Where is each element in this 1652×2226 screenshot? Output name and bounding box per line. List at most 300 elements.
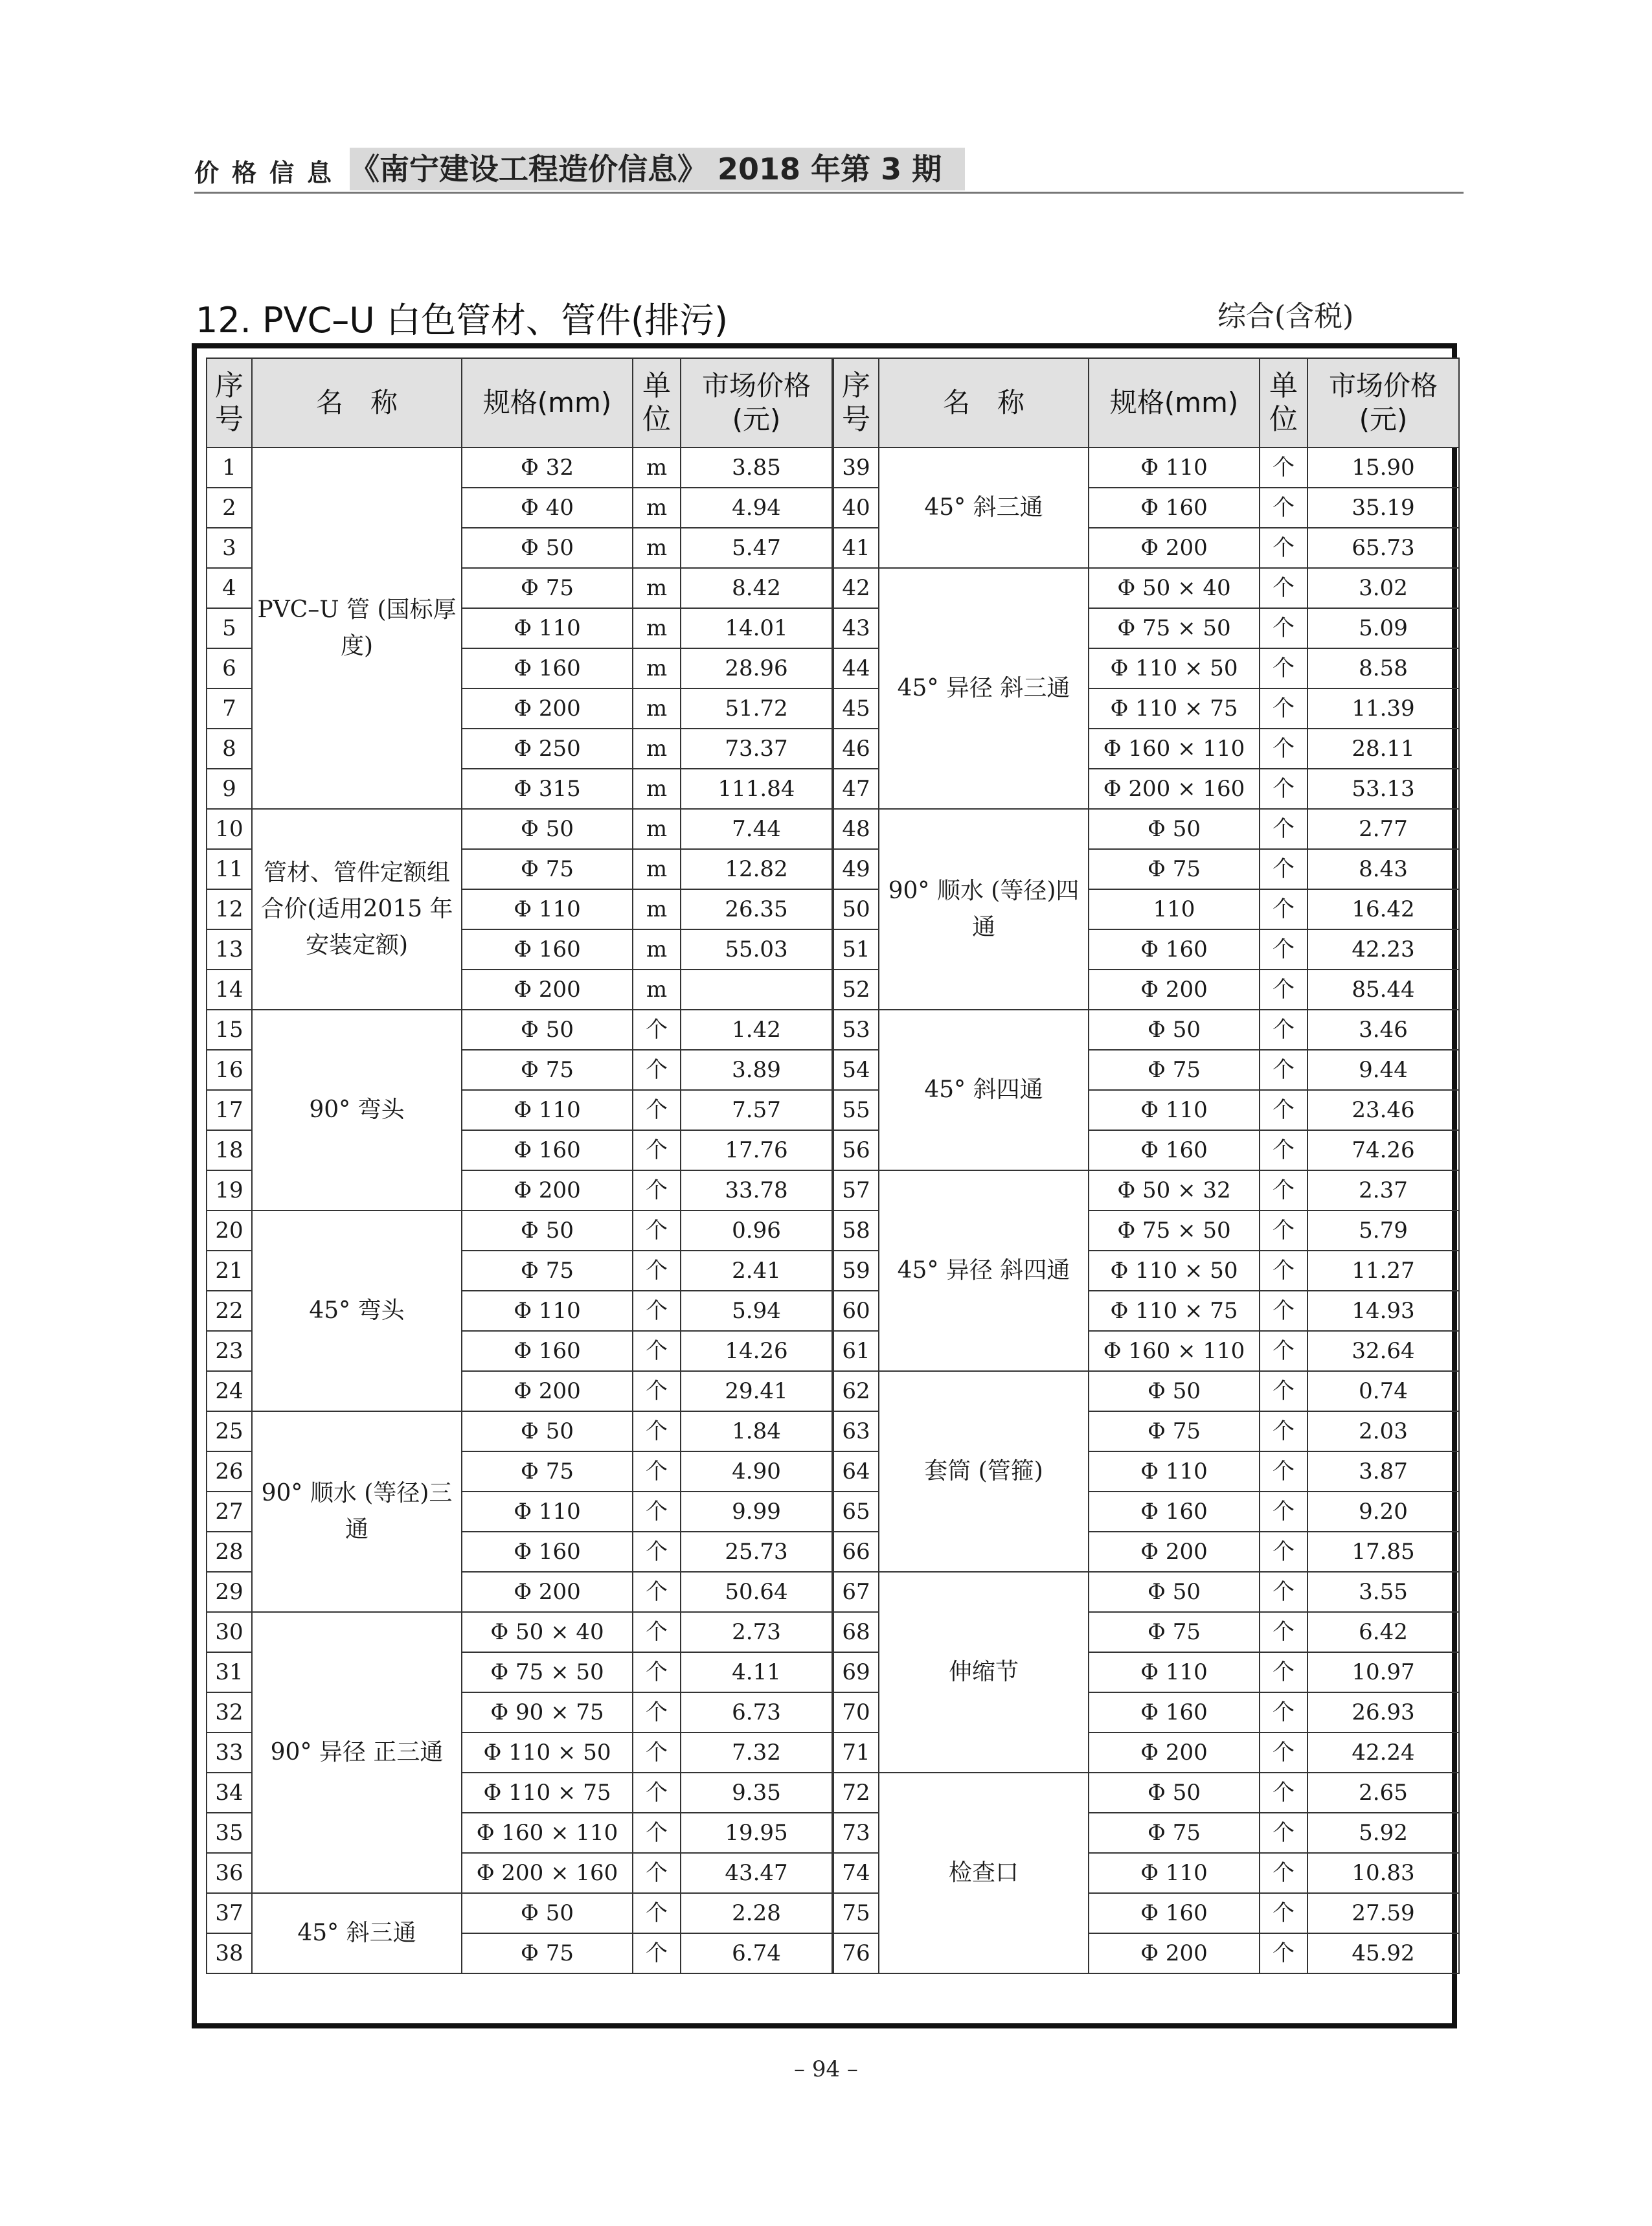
row-price: 35.19 [1307, 488, 1459, 528]
row-spec: Φ 160 [1089, 1130, 1260, 1170]
row-spec: Φ 160 [462, 648, 633, 688]
row-price: 5.47 [681, 528, 832, 568]
header-price: 市场价格(元) [1307, 358, 1459, 448]
row-seq: 10 [207, 809, 252, 849]
table-row [207, 1612, 832, 1652]
row-price: 10.83 [1307, 1853, 1459, 1893]
row-unit: 个 [1260, 488, 1307, 528]
row-spec: Φ 40 [462, 488, 633, 528]
row-unit: 个 [633, 1773, 681, 1813]
table-row [207, 1010, 832, 1050]
row-price: 3.02 [1307, 568, 1459, 608]
row-price: 25.73 [681, 1532, 832, 1572]
row-spec: Φ 160 [1089, 929, 1260, 970]
row-price: 111.84 [681, 769, 832, 809]
row-price: 3.55 [1307, 1572, 1459, 1612]
row-seq: 9 [207, 769, 252, 809]
row-price: 6.73 [681, 1692, 832, 1732]
row-spec: Φ 160 [462, 1130, 633, 1170]
header-name: 名 称 [879, 358, 1089, 448]
row-unit: 个 [1260, 729, 1307, 769]
row-unit: 个 [633, 1692, 681, 1732]
row-spec: Φ 50 × 40 [1089, 568, 1260, 608]
row-seq: 58 [833, 1210, 879, 1251]
row-spec: Φ 315 [462, 769, 633, 809]
row-unit: 个 [633, 1532, 681, 1572]
row-unit: 个 [1260, 688, 1307, 729]
row-seq: 33 [207, 1732, 252, 1773]
row-seq: 23 [207, 1331, 252, 1371]
row-spec: Φ 200 [462, 1572, 633, 1612]
product-name: 45° 斜三通 [252, 1893, 462, 1973]
row-seq: 24 [207, 1371, 252, 1411]
row-price: 73.37 [681, 729, 832, 769]
row-seq: 35 [207, 1813, 252, 1853]
row-price: 3.46 [1307, 1010, 1459, 1050]
row-seq: 45 [833, 688, 879, 729]
row-unit: 个 [633, 1050, 681, 1090]
row-seq: 27 [207, 1492, 252, 1532]
row-seq: 32 [207, 1692, 252, 1732]
row-price: 65.73 [1307, 528, 1459, 568]
row-spec: Φ 75 [462, 1451, 633, 1492]
row-unit: 个 [1260, 1572, 1307, 1612]
table-row [833, 1371, 1459, 1411]
row-spec: Φ 110 × 75 [462, 1773, 633, 1813]
row-seq: 14 [207, 970, 252, 1010]
row-seq: 44 [833, 648, 879, 688]
header-spec: 规格(mm) [462, 358, 633, 448]
table-row [833, 1773, 1459, 1813]
row-spec: Φ 75 [462, 1933, 633, 1973]
row-price: 19.95 [681, 1813, 832, 1853]
row-price: 53.13 [1307, 769, 1459, 809]
table-header-row [833, 358, 1459, 448]
row-spec: Φ 75 × 50 [1089, 608, 1260, 648]
row-spec: Φ 200 × 160 [1089, 769, 1260, 809]
price-table-right [833, 358, 1460, 1974]
table-header-row [207, 358, 832, 448]
row-spec: Φ 50 [462, 1210, 633, 1251]
row-seq: 41 [833, 528, 879, 568]
row-unit: 个 [1260, 929, 1307, 970]
row-price: 33.78 [681, 1170, 832, 1210]
row-unit: m [633, 729, 681, 769]
row-unit: 个 [1260, 849, 1307, 889]
row-unit: m [633, 809, 681, 849]
row-unit: 个 [1260, 1451, 1307, 1492]
row-unit: 个 [1260, 1612, 1307, 1652]
row-unit: 个 [1260, 448, 1307, 488]
row-price: 42.23 [1307, 929, 1459, 970]
row-price: 2.65 [1307, 1773, 1459, 1813]
price-basis-note: 综合(含税) [1217, 300, 1354, 333]
row-price: 5.09 [1307, 608, 1459, 648]
row-spec: Φ 32 [462, 448, 633, 488]
row-price: 16.42 [1307, 889, 1459, 929]
row-spec: Φ 250 [462, 729, 633, 769]
row-seq: 66 [833, 1532, 879, 1572]
row-unit: m [633, 648, 681, 688]
row-spec: Φ 160 [1089, 488, 1260, 528]
row-seq: 36 [207, 1853, 252, 1893]
row-unit: 个 [1260, 1893, 1307, 1933]
row-price: 17.76 [681, 1130, 832, 1170]
row-price: 7.44 [681, 809, 832, 849]
row-unit: 个 [633, 1251, 681, 1291]
row-price: 51.72 [681, 688, 832, 729]
row-unit: 个 [633, 1090, 681, 1130]
row-spec: Φ 50 [1089, 1010, 1260, 1050]
row-seq: 65 [833, 1492, 879, 1532]
row-price: 8.43 [1307, 849, 1459, 889]
page-number: – 94 – [794, 2056, 858, 2082]
row-unit: m [633, 970, 681, 1010]
row-unit: 个 [633, 1732, 681, 1773]
row-unit: 个 [1260, 1411, 1307, 1451]
row-price: 2.77 [1307, 809, 1459, 849]
table-row [833, 1572, 1459, 1612]
row-seq: 25 [207, 1411, 252, 1451]
row-unit: 个 [1260, 1291, 1307, 1331]
row-spec: Φ 160 [462, 1331, 633, 1371]
row-spec: Φ 75 [1089, 1411, 1260, 1451]
row-price: 32.64 [1307, 1331, 1459, 1371]
row-seq: 22 [207, 1291, 252, 1331]
row-spec: Φ 90 × 75 [462, 1692, 633, 1732]
row-unit: 个 [633, 1572, 681, 1612]
row-seq: 19 [207, 1170, 252, 1210]
row-spec: Φ 75 [462, 1251, 633, 1291]
row-seq: 2 [207, 488, 252, 528]
row-seq: 54 [833, 1050, 879, 1090]
row-unit: m [633, 688, 681, 729]
row-seq: 46 [833, 729, 879, 769]
row-price: 11.39 [1307, 688, 1459, 729]
table-row [833, 1010, 1459, 1050]
row-price: 29.41 [681, 1371, 832, 1411]
row-spec: Φ 200 [462, 688, 633, 729]
row-spec: Φ 50 [462, 1010, 633, 1050]
row-unit: 个 [1260, 1210, 1307, 1251]
row-seq: 17 [207, 1090, 252, 1130]
row-price: 26.93 [1307, 1692, 1459, 1732]
row-unit: 个 [633, 1010, 681, 1050]
row-price: 9.35 [681, 1773, 832, 1813]
row-price: 7.32 [681, 1732, 832, 1773]
product-name: 45° 斜三通 [879, 448, 1089, 568]
row-price: 5.79 [1307, 1210, 1459, 1251]
row-unit: m [633, 448, 681, 488]
row-price: 3.89 [681, 1050, 832, 1090]
row-unit: 个 [1260, 809, 1307, 849]
row-seq: 75 [833, 1893, 879, 1933]
row-seq: 39 [833, 448, 879, 488]
row-price: 50.64 [681, 1572, 832, 1612]
row-spec: Φ 200 [462, 1371, 633, 1411]
row-spec: Φ 200 [462, 1170, 633, 1210]
row-unit: 个 [633, 1331, 681, 1371]
row-seq: 64 [833, 1451, 879, 1492]
row-spec: 110 [1089, 889, 1260, 929]
row-unit: 个 [1260, 1532, 1307, 1572]
row-spec: Φ 160 × 110 [1089, 729, 1260, 769]
row-price: 55.03 [681, 929, 832, 970]
row-unit: 个 [633, 1210, 681, 1251]
row-unit: 个 [1260, 1130, 1307, 1170]
product-name: PVC–U 管 (国标厚度) [252, 448, 462, 809]
row-unit: 个 [1260, 889, 1307, 929]
row-price: 28.11 [1307, 729, 1459, 769]
product-name: 90° 异径 正三通 [252, 1612, 462, 1893]
row-seq: 60 [833, 1291, 879, 1331]
product-name: 检查口 [879, 1773, 1089, 1973]
row-price: 4.94 [681, 488, 832, 528]
product-name: 45° 异径 斜四通 [879, 1170, 1089, 1371]
row-price: 2.41 [681, 1251, 832, 1291]
row-seq: 70 [833, 1692, 879, 1732]
row-unit: 个 [633, 1652, 681, 1692]
row-seq: 49 [833, 849, 879, 889]
row-spec: Φ 75 [462, 568, 633, 608]
row-price: 23.46 [1307, 1090, 1459, 1130]
row-spec: Φ 160 × 110 [462, 1813, 633, 1853]
row-spec: Φ 50 [462, 809, 633, 849]
row-seq: 53 [833, 1010, 879, 1050]
row-seq: 48 [833, 809, 879, 849]
price-table-left [206, 358, 833, 1974]
row-price: 4.90 [681, 1451, 832, 1492]
row-unit: 个 [633, 1813, 681, 1853]
row-spec: Φ 110 [1089, 1853, 1260, 1893]
row-price: 2.37 [1307, 1170, 1459, 1210]
row-unit: 个 [633, 1371, 681, 1411]
header-category: 价格信息 [194, 159, 345, 187]
row-unit: 个 [633, 1451, 681, 1492]
product-name: 90° 顺水 (等径)四通 [879, 809, 1089, 1010]
product-name: 套筒 (管箍) [879, 1371, 1089, 1572]
row-unit: 个 [1260, 1331, 1307, 1371]
table-row [833, 448, 1459, 488]
row-spec: Φ 200 × 160 [462, 1853, 633, 1893]
product-name: 管材、管件定额组合价(适用2015 年安装定额) [252, 809, 462, 1010]
row-spec: Φ 50 × 40 [462, 1612, 633, 1652]
row-seq: 4 [207, 568, 252, 608]
row-price: 0.96 [681, 1210, 832, 1251]
row-spec: Φ 110 [1089, 1652, 1260, 1692]
row-unit: 个 [1260, 1933, 1307, 1973]
row-price: 2.03 [1307, 1411, 1459, 1451]
row-unit: 个 [1260, 1170, 1307, 1210]
table-row [207, 1411, 832, 1451]
row-spec: Φ 50 [462, 1411, 633, 1451]
row-seq: 76 [833, 1933, 879, 1973]
row-unit: 个 [1260, 970, 1307, 1010]
row-seq: 11 [207, 849, 252, 889]
row-seq: 6 [207, 648, 252, 688]
row-price: 9.44 [1307, 1050, 1459, 1090]
row-seq: 42 [833, 568, 879, 608]
row-unit: 个 [1260, 1652, 1307, 1692]
table-row [833, 1170, 1459, 1210]
row-price: 1.84 [681, 1411, 832, 1451]
row-unit: m [633, 849, 681, 889]
row-spec: Φ 50 [1089, 1572, 1260, 1612]
row-price: 7.57 [681, 1090, 832, 1130]
row-unit: m [633, 488, 681, 528]
row-seq: 61 [833, 1331, 879, 1371]
section-title: 12. PVC–U 白色管材、管件(排污) [196, 300, 729, 341]
row-unit: m [633, 528, 681, 568]
header-seq: 序号 [833, 358, 879, 448]
row-price: 8.58 [1307, 648, 1459, 688]
row-spec: Φ 75 [1089, 849, 1260, 889]
row-unit: 个 [633, 1853, 681, 1893]
row-seq: 51 [833, 929, 879, 970]
header-unit: 单位 [1260, 358, 1307, 448]
row-price: 85.44 [1307, 970, 1459, 1010]
row-spec: Φ 200 [462, 970, 633, 1010]
row-seq: 29 [207, 1572, 252, 1612]
header-publication: 《南宁建设工程造价信息》 2018 年第 3 期 [350, 148, 965, 190]
row-spec: Φ 200 [1089, 970, 1260, 1010]
row-unit: m [633, 929, 681, 970]
running-header [194, 144, 1464, 196]
row-price [681, 970, 832, 1010]
table-row [207, 1210, 832, 1251]
row-price: 74.26 [1307, 1130, 1459, 1170]
row-unit: 个 [1260, 1251, 1307, 1291]
row-price: 1.42 [681, 1010, 832, 1050]
header-price: 市场价格(元) [681, 358, 832, 448]
header-name: 名 称 [252, 358, 462, 448]
row-unit: 个 [633, 1933, 681, 1973]
row-spec: Φ 50 [462, 1893, 633, 1933]
row-spec: Φ 160 × 110 [1089, 1331, 1260, 1371]
row-unit: 个 [633, 1893, 681, 1933]
row-seq: 72 [833, 1773, 879, 1813]
row-spec: Φ 110 × 75 [1089, 688, 1260, 729]
product-name: 90° 弯头 [252, 1010, 462, 1210]
row-seq: 63 [833, 1411, 879, 1451]
row-unit: 个 [1260, 1010, 1307, 1050]
product-name: 45° 弯头 [252, 1210, 462, 1411]
row-seq: 73 [833, 1813, 879, 1853]
row-spec: Φ 50 × 32 [1089, 1170, 1260, 1210]
row-unit: 个 [633, 1612, 681, 1652]
row-unit: 个 [1260, 769, 1307, 809]
row-seq: 34 [207, 1773, 252, 1813]
row-spec: Φ 200 [1089, 528, 1260, 568]
row-spec: Φ 200 [1089, 1532, 1260, 1572]
row-unit: 个 [1260, 1492, 1307, 1532]
row-spec: Φ 110 [1089, 448, 1260, 488]
row-unit: 个 [1260, 1813, 1307, 1853]
row-unit: 个 [1260, 1371, 1307, 1411]
row-price: 26.35 [681, 889, 832, 929]
row-spec: Φ 110 × 50 [1089, 1251, 1260, 1291]
product-name: 90° 顺水 (等径)三通 [252, 1411, 462, 1612]
row-unit: 个 [1260, 1853, 1307, 1893]
row-price: 0.74 [1307, 1371, 1459, 1411]
header-unit: 单位 [633, 358, 681, 448]
row-spec: Φ 110 × 50 [1089, 648, 1260, 688]
row-price: 3.87 [1307, 1451, 1459, 1492]
row-seq: 43 [833, 608, 879, 648]
header-spec: 规格(mm) [1089, 358, 1260, 448]
row-seq: 50 [833, 889, 879, 929]
row-unit: 个 [1260, 608, 1307, 648]
row-seq: 18 [207, 1130, 252, 1170]
row-spec: Φ 75 × 50 [1089, 1210, 1260, 1251]
row-price: 45.92 [1307, 1933, 1459, 1973]
row-seq: 59 [833, 1251, 879, 1291]
row-seq: 8 [207, 729, 252, 769]
product-name: 45° 异径 斜三通 [879, 568, 1089, 809]
row-price: 12.82 [681, 849, 832, 889]
product-name: 45° 斜四通 [879, 1010, 1089, 1170]
row-price: 9.20 [1307, 1492, 1459, 1532]
row-price: 2.28 [681, 1893, 832, 1933]
row-spec: Φ 110 × 75 [1089, 1291, 1260, 1331]
price-table-frame [192, 343, 1457, 2028]
row-unit: m [633, 889, 681, 929]
row-price: 4.11 [681, 1652, 832, 1692]
row-spec: Φ 75 [1089, 1813, 1260, 1853]
row-seq: 62 [833, 1371, 879, 1411]
row-price: 8.42 [681, 568, 832, 608]
row-unit: 个 [1260, 648, 1307, 688]
table-row [833, 568, 1459, 608]
table-row [207, 809, 832, 849]
table-row [207, 448, 832, 488]
row-seq: 7 [207, 688, 252, 729]
row-spec: Φ 75 [462, 849, 633, 889]
row-unit: 个 [1260, 1732, 1307, 1773]
row-spec: Φ 160 [1089, 1692, 1260, 1732]
row-unit: 个 [633, 1170, 681, 1210]
row-price: 3.85 [681, 448, 832, 488]
row-price: 6.74 [681, 1933, 832, 1973]
row-unit: 个 [1260, 528, 1307, 568]
row-spec: Φ 75 × 50 [462, 1652, 633, 1692]
row-seq: 26 [207, 1451, 252, 1492]
row-unit: 个 [1260, 568, 1307, 608]
row-unit: m [633, 608, 681, 648]
row-spec: Φ 160 [462, 929, 633, 970]
row-price: 17.85 [1307, 1532, 1459, 1572]
row-spec: Φ 110 [462, 608, 633, 648]
row-price: 28.96 [681, 648, 832, 688]
row-seq: 37 [207, 1893, 252, 1933]
row-price: 27.59 [1307, 1893, 1459, 1933]
row-seq: 1 [207, 448, 252, 488]
row-seq: 38 [207, 1933, 252, 1973]
row-price: 6.42 [1307, 1612, 1459, 1652]
row-seq: 47 [833, 769, 879, 809]
header-rule [194, 192, 1464, 194]
row-price: 10.97 [1307, 1652, 1459, 1692]
row-spec: Φ 50 [1089, 1773, 1260, 1813]
row-price: 43.47 [681, 1853, 832, 1893]
row-unit: 个 [633, 1411, 681, 1451]
row-spec: Φ 110 [462, 1090, 633, 1130]
row-seq: 74 [833, 1853, 879, 1893]
row-price: 11.27 [1307, 1251, 1459, 1291]
row-seq: 30 [207, 1612, 252, 1652]
table-row [207, 1893, 832, 1933]
row-unit: 个 [633, 1291, 681, 1331]
